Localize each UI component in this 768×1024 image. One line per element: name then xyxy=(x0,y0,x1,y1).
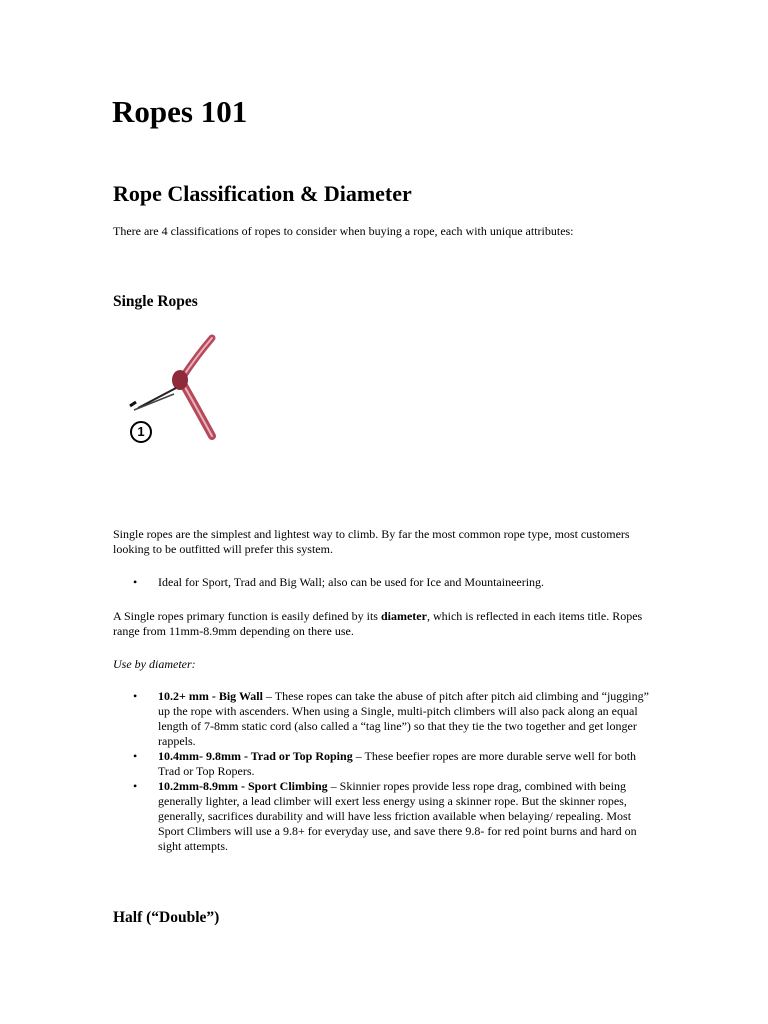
diameter-bold-term: diameter xyxy=(380,609,427,623)
list-item-label: 10.4mm- 9.8mm - Trad or Top Roping xyxy=(158,749,353,763)
bullet-dot: • xyxy=(133,779,138,793)
single-ropes-bullet-list xyxy=(113,575,658,590)
list-item xyxy=(113,749,658,779)
list-item-text: Ideal for Sport, Trad and Big Wall; also can be used for Ice and Mountaineering. xyxy=(158,575,545,589)
list-item-text: – These ropes can take the abuse of pitch after pitch aid climbing and “jugging” up the rope with ascenders. When using a Single, multi-pitch climbers will also pack along an equal length of 7-8mm static cord (also called a “tag line”) so that they tie the two together and get longer rappels. xyxy=(158,689,649,748)
section-heading: Rope Classification & Diameter xyxy=(113,181,412,206)
page-title: Ropes 101 xyxy=(112,94,248,129)
diameter-text-a: A Single ropes primary function is easily defined by its xyxy=(113,609,381,623)
diameter-text-b: , which is reflected in each items title. Ropes range from 11mm-8.9mm depending on there use. xyxy=(113,609,643,638)
figure-number: 1 xyxy=(137,424,145,439)
bullet-dot: • xyxy=(133,689,138,703)
list-item xyxy=(113,575,658,590)
figure-number-badge xyxy=(130,421,152,443)
bullet-dot: • xyxy=(133,749,138,763)
diameter-bullet-list xyxy=(113,689,658,854)
bullet-dot: • xyxy=(133,575,138,589)
diameter-paragraph xyxy=(113,609,658,639)
half-double-heading: Half (“Double”) xyxy=(113,909,220,926)
list-item-label: 10.2+ mm - Big Wall xyxy=(158,689,263,703)
intro-paragraph: There are 4 classifications of ropes to consider when buying a rope, each with unique attributes: xyxy=(113,224,574,238)
single-ropes-paragraph: Single ropes are the simplest and lightest way to climb. By far the most common rope type, most customers looking to be outfitted will prefer this system. xyxy=(113,527,630,556)
list-item-label: 10.2mm-8.9mm - Sport Climbing xyxy=(158,779,328,793)
list-item-text: – Skinnier ropes provide less rope drag, combined with being generally lighter, a lead climber will exert less energy using a skinner rope. But the skinner ropes, generally, sacrifices durability and will have less friction available when belaying/ repealing. Most Sport Climbers will use a 9.8+ for everyday use, and save there 9.8- for red point burns and hard on sight attempts. xyxy=(158,779,637,853)
list-item-text: – These beefier ropes are more durable serve well for both Trad or Top Ropers. xyxy=(158,749,637,778)
single-rope-figure xyxy=(120,330,225,445)
list-item xyxy=(113,689,658,749)
use-by-diameter-label: Use by diameter: xyxy=(113,657,196,671)
single-ropes-heading: Single Ropes xyxy=(113,293,198,310)
list-item xyxy=(113,779,658,854)
